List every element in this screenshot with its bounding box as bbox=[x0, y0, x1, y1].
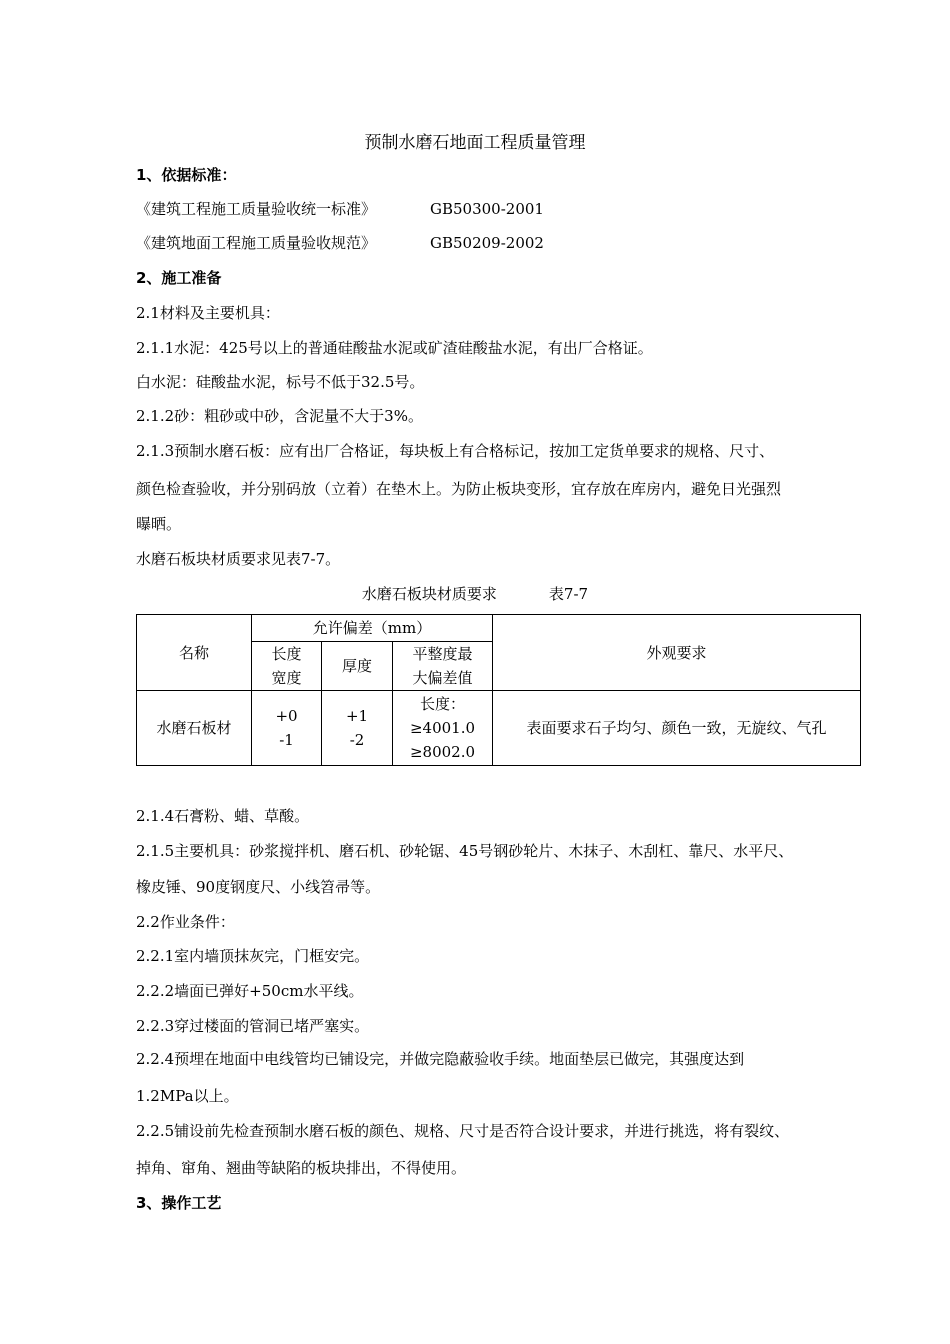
standard-item bbox=[136, 233, 544, 253]
header-length: 长度 bbox=[271, 645, 302, 663]
cell-flatness-line2: ≥4001.0 bbox=[409, 719, 476, 737]
paragraph: 曝晒。 bbox=[136, 515, 182, 533]
table-caption bbox=[0, 583, 950, 604]
header-flatness-line2: 大偏差值 bbox=[412, 669, 473, 687]
section-heading-process: 3、操作工艺 bbox=[136, 1194, 222, 1212]
paragraph: 掉角、窜角、翘曲等缺陷的板块排出，不得使用。 bbox=[136, 1159, 467, 1177]
standard-name: 《建筑地面工程施工质量验收规范》 bbox=[136, 234, 377, 252]
section-heading-standards: 1、依据标准： bbox=[136, 166, 237, 184]
cell-material-name: 水磨石板材 bbox=[137, 691, 252, 766]
paragraph: 2.1.1水泥：425号以上的普通硅酸盐水泥或矿渣硅酸盐水泥，有出厂合格证。 bbox=[136, 339, 653, 357]
cell-length-minus: -1 bbox=[279, 731, 294, 749]
standard-name: 《建筑工程施工质量验收统一标准》 bbox=[136, 200, 377, 218]
paragraph: 2.1.2砂：粗砂或中砂，含泥量不大于3%。 bbox=[136, 407, 423, 425]
cell-flatness-line1: 长度： bbox=[420, 695, 466, 713]
paragraph: 橡皮锤、90度钢度尺、小线笤帚等。 bbox=[136, 878, 381, 896]
paragraph: 白水泥：硅酸盐水泥，标号不低于32.5号。 bbox=[136, 373, 425, 391]
table-caption-text: 水磨石板块材质要求 bbox=[361, 585, 497, 603]
table-row bbox=[137, 691, 861, 766]
paragraph: 颜色检查验收，并分别码放（立着）在垫木上。为防止板块变形，宜存放在库房内，避免日光强烈 bbox=[136, 480, 782, 498]
document-title: 预制水磨石地面工程质量管理 bbox=[364, 133, 586, 153]
header-name: 名称 bbox=[137, 615, 252, 691]
cell-thickness-plus: +1 bbox=[345, 707, 369, 725]
paragraph: 2.2.1室内墙顶抹灰完，门框安完。 bbox=[136, 947, 370, 965]
standard-item bbox=[136, 199, 544, 219]
header-appearance: 外观要求 bbox=[493, 615, 861, 691]
quality-table bbox=[136, 614, 861, 766]
header-length-width bbox=[252, 642, 322, 691]
paragraph: 2.2.2墙面已弹好+50cm水平线。 bbox=[136, 982, 364, 1000]
header-flatness bbox=[393, 642, 493, 691]
paragraph: 水磨石板块材质要求见表7-7。 bbox=[136, 550, 341, 568]
cell-thickness-minus: -2 bbox=[349, 731, 365, 749]
cell-appearance: 表面要求石子均匀、颜色一致，无旋纹、气孔 bbox=[493, 691, 861, 766]
cell-flatness bbox=[393, 691, 493, 766]
paragraph: 1.2MPa以上。 bbox=[136, 1087, 239, 1105]
table-header-row bbox=[137, 615, 861, 642]
table-number: 表7-7 bbox=[548, 585, 589, 603]
paragraph: 2.2.5铺设前先检查预制水磨石板的颜色、规格、尺寸是否符合设计要求，并进行挑选，将有裂纹、 bbox=[136, 1122, 790, 1140]
header-flatness-line1: 平整度最 bbox=[412, 645, 473, 663]
section-heading-preparation: 2、施工准备 bbox=[136, 269, 222, 287]
cell-length-plus: +0 bbox=[275, 707, 298, 725]
paragraph: 2.2作业条件： bbox=[136, 913, 235, 931]
paragraph: 2.1材料及主要机具： bbox=[136, 304, 280, 322]
paragraph: 2.1.3预制水磨石板：应有出厂合格证，每块板上有合格标记，按加工定货单要求的规格、尺寸、 bbox=[136, 442, 775, 460]
cell-flatness-line3: ≥8002.0 bbox=[409, 743, 476, 761]
paragraph: 2.1.5主要机具：砂浆搅拌机、磨石机、砂轮锯、45号钢砂轮片、木抹子、木刮杠、靠尺、水平尺、 bbox=[136, 842, 794, 860]
paragraph: 2.2.3穿过楼面的管洞已堵严塞实。 bbox=[136, 1017, 370, 1035]
cell-length-tolerance bbox=[252, 691, 322, 766]
header-width: 宽度 bbox=[271, 669, 302, 687]
paragraph: 2.1.4石膏粉、蜡、草酸。 bbox=[136, 807, 310, 825]
cell-thickness-tolerance bbox=[322, 691, 393, 766]
standard-code: GB50209-2002 bbox=[430, 234, 544, 252]
paragraph: 2.2.4预埋在地面中电线管均已铺设完，并做完隐蔽验收手续。地面垫层已做完，其强度达到 bbox=[136, 1050, 745, 1068]
standard-code: GB50300-2001 bbox=[430, 200, 544, 218]
header-thickness: 厚度 bbox=[322, 642, 393, 691]
header-tolerance: 允许偏差（mm） bbox=[252, 615, 493, 642]
